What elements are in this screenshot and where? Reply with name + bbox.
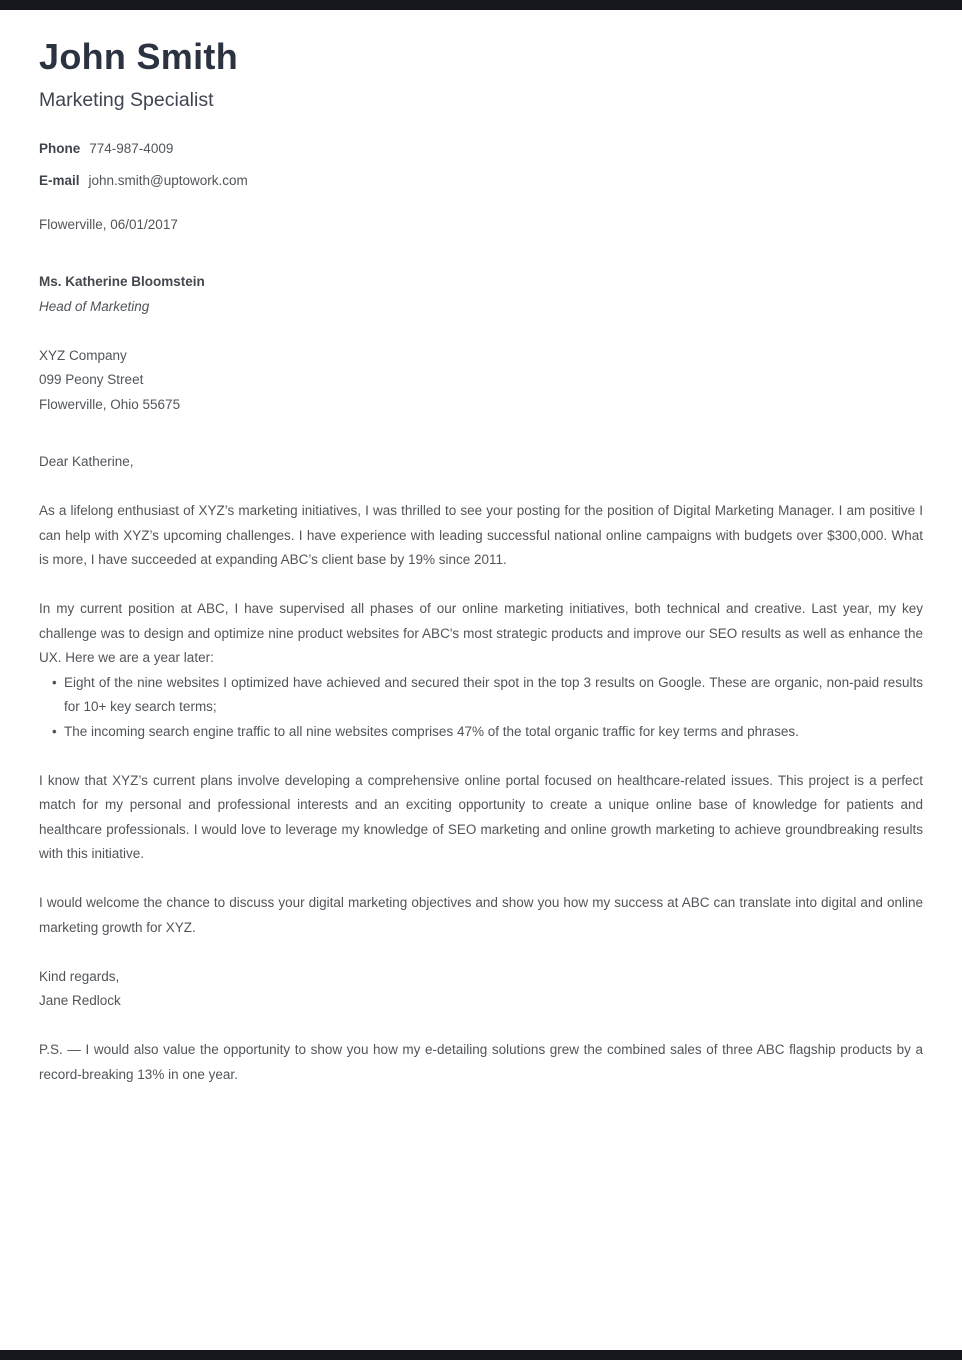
paragraph-company-plans: I know that XYZ’s current plans involve developing a comprehensive online portal focused on healthcare-related issues. This project is a perfect match for my personal and professional interests and an exciting opportunity to create a unique online base of knowledge for patients and healthcare professionals. I would love to leverage my knowledge of SEO marketing and online growth marketing to achieve groundbreaking results with this initiative. [39, 772, 923, 862]
bottom-accent-bar [0, 1350, 962, 1360]
recipient-name: Ms. Katherine Bloomstein [39, 274, 205, 290]
salutation: Dear Katherine, [39, 454, 134, 470]
paragraph-intro: As a lifelong enthusiast of XYZ’s marketing initiatives, I was thrilled to see your posting for the position of Digital Marketing Manager. I am positive I can help with XYZ’s upcoming challenges. I have experience with leading successful national online campaigns with budgets over $300,000. What is more, I have succeeded at expanding ABC’s client base by 19% since 2011. [39, 503, 923, 568]
email-label: E-mail [39, 173, 80, 189]
top-accent-bar [0, 0, 962, 10]
closing-block [39, 965, 923, 1014]
recipient-street: 099 Peony Street [39, 372, 144, 388]
phone-value: 774-987-4009 [89, 140, 174, 156]
letter-content [39, 10, 923, 1087]
candidate-job-title: Marketing Specialist [39, 89, 214, 112]
recipient-city: Flowerville, Ohio 55675 [39, 396, 181, 412]
contact-phone-row [39, 137, 923, 162]
contact-section [39, 137, 923, 194]
recipient-block [39, 270, 923, 417]
email-value: john.smith@uptowork.com [88, 173, 248, 189]
recipient-job-title: Head of Marketing [39, 298, 150, 314]
achievement-item: • Eight of the nine websites I optimized have achieved and secured their spot in the top 3 results on Google. These are organic, non-paid results for 10+ key search terms; [64, 671, 923, 720]
valediction: Kind regards, [39, 968, 120, 984]
achievement-list [39, 671, 923, 745]
date-line: Flowerville, 06/01/2017 [39, 216, 178, 232]
candidate-name: John Smith [39, 36, 238, 77]
recipient-company: XYZ Company [39, 347, 127, 363]
contact-email-row [39, 169, 923, 194]
paragraph-call-to-action: I would welcome the chance to discuss your digital marketing objectives and show you how my success at ABC can translate into digital and online marketing growth for XYZ. [39, 895, 923, 935]
achievement-item: • The incoming search engine traffic to all nine websites comprises 47% of the total organic traffic for key terms and phrases. [64, 720, 923, 745]
postscript: P.S. — I would also value the opportunity to show you how my e-detailing solutions grew the combined sales of three ABC flagship products by a record-breaking 13% in one year. [39, 1042, 923, 1082]
paragraph-current-position: In my current position at ABC, I have supervised all phases of our online marketing initiatives, both technical and creative. Last year, my key challenge was to design and optimize nine product websites for ABC's most strategic products and improve our SEO results as well as enhance the UX. Here we are a year later: [39, 601, 923, 666]
signature-name: Jane Redlock [39, 993, 121, 1009]
phone-label: Phone [39, 140, 81, 156]
recipient-address [39, 344, 923, 418]
